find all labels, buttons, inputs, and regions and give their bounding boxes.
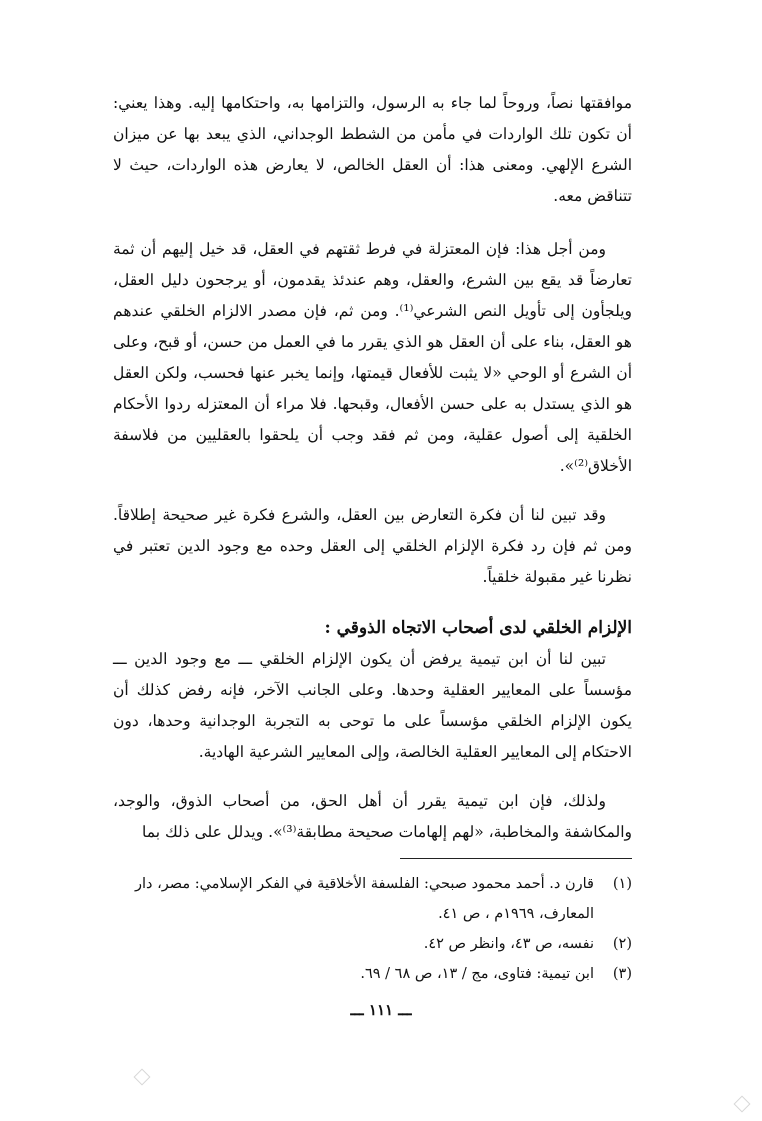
footnote-text: قارن د. أحمد محمود صبحي: الفلسفة الأخلاقية في الفكر الإسلامي: مصر، دار المعارف، ١٩٦٩م ، ص ٤١. [134, 876, 594, 922]
page-number: ـــ ١١١ ـــ [350, 1001, 412, 1019]
footnote-number: (٣) [612, 966, 632, 982]
footnote-number: (٢) [612, 936, 632, 952]
paragraph-5: ولذلك، فإن ابن تيمية يقرر أن أهل الحق، من أصحاب الذوق، والوجد، والمكاشفة والمخاطبة، «لهم إلهامات صحيحة مطابقة⁽³⁾». ويدلل على ذلك بما [113, 792, 632, 841]
footnote-text: ابن تيمية: فتاوى، مج / ١٣، ص ٦٨ / ٦٩. [360, 966, 594, 982]
section-heading: الإلزام الخلقي لدى أصحاب الاتجاه الذوقي : [324, 618, 632, 638]
footnotes [113, 869, 632, 989]
footnote-2 [113, 929, 632, 959]
paragraph-3: وقد تبين لنا أن فكرة التعارض بين العقل، والشرع فكرة غير صحيحة إطلاقاً. ومن ثم فإن رد فكرة الإلزام الخلقي إلى العقل وحده مع وجود الدين تعتبر في نظرنا غير مقبولة خلقياً. [113, 506, 632, 586]
paragraph-1: موافقتها نصاً، وروحاً لما جاء به الرسول، والتزامها به، واحتكامها إليه. وهذا يعني: أن تكون تلك الواردات في مأمن من الشطط الوجداني، الذي يبعد بها عن ميزان الشرع الإلهي. ومعنى هذا: أن العقل الخالص، لا يعارض هذه الواردات، حيث لا تتناقض معه. [113, 94, 632, 205]
footnote-divider [400, 858, 632, 859]
footnote-3 [113, 959, 632, 989]
footnote-text: نفسه، ص ٤٣، وانظر ص ٤٢. [423, 936, 594, 952]
footnote-1 [113, 869, 632, 929]
footnote-number: (١) [612, 876, 632, 892]
paragraph-2: ومن أجل هذا: فإن المعتزلة في فرط ثقتهم في العقل، قد خيل إليهم أن ثمة تعارضاً قد يقع بين الشرع، والعقل، وهم عندئذ يقدمون، أو يرجحون دليل العقل، ويلجأون إلى تأويل النص الشرعي⁽¹⁾. ومن ثم، فإن مصدر الالزام الخلقي عندهم هو العقل، بناء على أن العقل هو الذي يقرر ما في العمل من حسن، أو قبح، وعلى أن الشرع أو الوحي «لا يثبت للأفعال قيمتها، وإنما يخبر عنها فحسب، ولكن العقل هو الذي يستدل به على حسن الأفعال، وقبحها. فلا مراء أن المعتزله ردوا الأحكام الخلقية إلى أصول عقلية، ومن ثم فقد وجب أن يلحقوا بالعقليين من فلاسفة الأخلاق⁽²⁾». [113, 240, 632, 475]
paragraph-4: تبين لنا أن ابن تيمية يرفض أن يكون الإلزام الخلقي ـــ مع وجود الدين ـــ مؤسساً على المعايير العقلية وحدها. وعلى الجانب الآخر، فإنه رفض كذلك أن يكون الإلزام الخلقي مؤسساً على ما توحى به التجربة الوجدانية وحدها، دون الاحتكام إلى المعايير العقلية الخالصة، وإلى المعايير الشرعية الهادية. [113, 650, 632, 761]
